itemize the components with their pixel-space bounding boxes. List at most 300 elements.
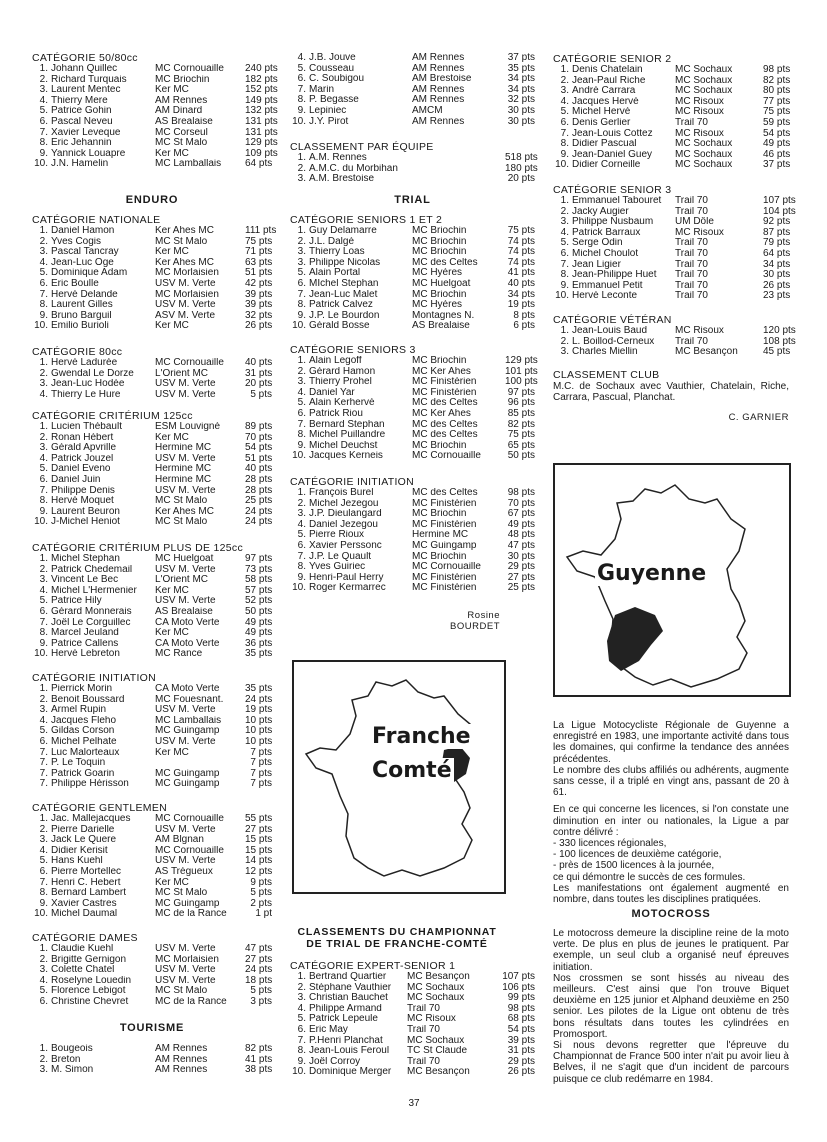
rider-name: Patrick Lepeule: [309, 1014, 378, 1025]
rank: 10.: [34, 158, 48, 170]
results-section: [290, 53, 535, 127]
club-name: MC Sochaux: [675, 149, 733, 160]
guyenne-list-1: - 100 licences de deuxième catégorie,: [553, 849, 722, 861]
result-row: [553, 217, 789, 228]
rank: 3.: [297, 256, 306, 268]
points: 101 pts: [505, 365, 538, 377]
result-row: [290, 376, 538, 388]
result-row: [32, 279, 272, 290]
club-name: AS Brealaise: [155, 116, 213, 127]
points: 28 pts: [245, 473, 273, 485]
club-name: Trail 70: [407, 1024, 440, 1035]
club-name: MC Besançon: [407, 1067, 470, 1078]
result-row: [290, 993, 535, 1004]
rider-name: Laurent Gilles: [51, 300, 113, 311]
points: 45 pts: [763, 346, 791, 358]
result-row: [290, 268, 535, 279]
club-name: AM Rennes: [412, 63, 465, 74]
club-name: [412, 174, 505, 185]
points: 31 pts: [507, 1045, 535, 1057]
guyenne-p2: Le nombre des clubs affiliés ou adhérents, augmente sans cesse, il a triplé en vingt ans, passant de 20 à 61.: [553, 764, 789, 799]
club-name: MC Sochaux: [675, 160, 733, 171]
result-row: [32, 705, 272, 716]
rider-name: Ronan Hébert: [51, 432, 114, 443]
rank: 1.: [39, 225, 48, 236]
result-row: [32, 856, 272, 867]
rank: 3.: [560, 85, 569, 97]
rider-name: Hans Kuehl: [51, 856, 103, 867]
points: 15 pts: [245, 834, 273, 846]
rank: 2.: [39, 1053, 48, 1065]
rank: 8.: [297, 1045, 306, 1057]
rider-name: M. Simon: [51, 1065, 94, 1076]
rank: 10.: [292, 582, 306, 594]
points: 41 pts: [507, 267, 535, 279]
result-row: [32, 321, 272, 332]
result-row: [32, 454, 272, 465]
points: 30 pts: [507, 550, 535, 562]
rank: 3.: [39, 1064, 48, 1076]
rank: 3.: [39, 574, 48, 586]
rider-name: Didier Pascual: [572, 139, 637, 150]
club-name: MC Briochin: [412, 356, 467, 366]
rider-name: Hervé Lebreton: [51, 649, 120, 660]
rank: 10.: [555, 159, 569, 171]
results-section: [290, 141, 538, 185]
club-name: MC Sochaux: [675, 65, 733, 75]
club-name: Ker MC: [155, 585, 189, 596]
rider-name: Bougeois: [51, 1044, 93, 1054]
rank: 5.: [297, 397, 306, 409]
result-row: [290, 1057, 535, 1068]
club-name: Ker Ahes MC: [155, 257, 214, 268]
result-row: [32, 311, 272, 322]
result-row: [32, 126, 278, 139]
points: 39 pts: [245, 288, 273, 300]
rider-name: Philippe Denis: [51, 485, 115, 496]
rank: 4.: [560, 226, 569, 238]
rider-name: Breton: [51, 1054, 81, 1065]
points: 15 pts: [245, 844, 273, 856]
rider-name: Xavier Leveque: [51, 127, 121, 138]
rank: 1.: [297, 152, 306, 163]
results-section: [32, 542, 272, 660]
rank: 3.: [560, 216, 569, 228]
points: 7 pts: [250, 757, 272, 769]
rider-name: Laurent Beuron: [51, 506, 120, 517]
points: 7 pts: [250, 767, 272, 779]
result-row: [290, 117, 535, 128]
rider-name: Patrice Callens: [51, 638, 119, 649]
rider-name: Pierre Mortellec: [51, 866, 122, 877]
rider-name: J.P. Le Bourdon: [309, 310, 380, 321]
rider-name: Jean-Luc Hodée: [51, 379, 125, 390]
rank: 3.: [39, 834, 48, 846]
rank: 10.: [292, 115, 306, 127]
points: 87 pts: [763, 226, 791, 238]
rank: 6.: [297, 407, 306, 419]
rank: 7.: [297, 288, 306, 300]
results-section: [290, 344, 538, 462]
rider-name: Gildas Corson: [51, 726, 115, 737]
rank: 6.: [297, 1023, 306, 1035]
middle-bottom: [290, 950, 535, 1078]
rider-name: Didier Corneille: [572, 160, 641, 171]
rank: 8.: [39, 137, 48, 149]
club-name: AM Rennes: [412, 84, 465, 95]
guyenne-p3: En ce qui concerne les licences, si l'on constate une diminution en inter ou nationales, la Ligue a par contre délivré :: [553, 804, 789, 838]
rider-name: Vincent Le Bec: [51, 575, 119, 586]
result-row: [32, 607, 272, 618]
points: 35 pts: [507, 62, 535, 74]
result-row: [553, 281, 789, 292]
club-name: USV M. Verte: [155, 453, 216, 464]
result-row: [32, 554, 272, 565]
club-name: MC Risoux: [675, 326, 724, 336]
result-row: [32, 649, 272, 660]
results-section: [32, 346, 272, 400]
club-name: MC Risoux: [675, 128, 724, 139]
club-name: Ker MC: [155, 628, 189, 639]
rider-name: Hervé Moquet: [51, 496, 114, 507]
club-name: Trail 70: [675, 270, 708, 281]
result-row: [32, 73, 278, 86]
rider-name: Bernard Lambert: [51, 888, 127, 899]
points: 19 pts: [245, 704, 273, 716]
club-text: M.C. de Sochaux avec Vauthier, Chatelain, Riche, Carrara, Pascual, Planchat.: [553, 381, 789, 404]
points: 92 pts: [763, 216, 791, 228]
rider-name: Patrick Barraux: [572, 227, 641, 238]
points: 27 pts: [245, 823, 273, 835]
rider-name: Philippe Nicolas: [309, 257, 381, 268]
rider-name: Henri C. Hebert: [51, 877, 121, 888]
result-row: [553, 195, 796, 207]
rank: 6.: [297, 277, 306, 289]
club-name: AM Rennes: [155, 1044, 208, 1054]
club-name: Trail 70: [407, 1003, 440, 1014]
rider-name: François Burel: [309, 488, 374, 498]
points: 51 pts: [245, 452, 273, 464]
result-row: [290, 488, 535, 499]
points: 82 pts: [763, 74, 791, 86]
result-row: [32, 888, 272, 899]
rider-name: Marcel Jeuland: [51, 628, 119, 639]
club-name: MC St Malo: [155, 517, 208, 528]
rider-name: Patrick Riou: [309, 408, 363, 419]
points: 38 pts: [245, 1064, 273, 1076]
rank: 2.: [39, 73, 48, 85]
result-row: [290, 106, 535, 117]
rank: 1.: [39, 553, 48, 564]
points: 68 pts: [507, 1013, 535, 1025]
points: 57 pts: [245, 584, 273, 596]
rank: 9.: [39, 147, 48, 159]
result-row: [290, 583, 535, 594]
points: 50 pts: [507, 450, 535, 462]
rider-name: Michel Hervé: [572, 107, 631, 118]
rank: 7.: [39, 746, 48, 758]
points: 48 pts: [507, 529, 535, 541]
club-name: USV M. Verte: [155, 300, 216, 311]
points: 49 pts: [507, 518, 535, 530]
result-row: [290, 562, 535, 573]
rank: 10.: [34, 648, 48, 660]
points: 29 pts: [507, 561, 535, 573]
club-name: MC Briochin: [412, 509, 467, 520]
rank: 1.: [39, 421, 48, 432]
points: 152 pts: [245, 84, 278, 96]
rank: 1.: [39, 1043, 48, 1054]
club-name: MC St Malo: [155, 496, 208, 507]
club-name: AM Rennes: [412, 95, 465, 106]
points: 108 pts: [763, 335, 796, 347]
rider-name: Alain Kerhervé: [309, 398, 375, 409]
rank: 3.: [297, 508, 306, 520]
points: 98 pts: [507, 1002, 535, 1014]
rider-name: Jean-Louis Baud: [572, 326, 648, 336]
rider-name: Michel L'Hermenier: [51, 585, 137, 596]
rank: 4.: [39, 974, 48, 986]
club-name: CA Moto Verte: [155, 684, 220, 694]
rank: 10.: [292, 1066, 306, 1078]
rank: 5.: [39, 725, 48, 737]
rank: 7.: [297, 1034, 306, 1046]
signature-bourdet: Rosine BOURDET: [450, 610, 500, 632]
points: 40 pts: [245, 463, 273, 475]
result-row: [32, 846, 272, 857]
club-name: MC Finistérien: [412, 583, 477, 594]
result-row: [32, 390, 272, 401]
points: 63 pts: [245, 256, 273, 268]
club-name: Trail 70: [675, 248, 708, 259]
section-heading: TRIAL: [394, 194, 431, 206]
result-row: [32, 639, 272, 650]
points: 65 pts: [507, 439, 535, 451]
rider-name: Florence Lebigot: [51, 986, 126, 997]
club-name: MC de la Rance: [155, 909, 227, 920]
rank: 4.: [39, 256, 48, 268]
rank: 7.: [297, 418, 306, 430]
section-heading: TOURISME: [119, 1022, 185, 1034]
points: 67 pts: [507, 508, 535, 520]
result-row: [290, 152, 538, 164]
result-row: [32, 586, 272, 597]
club-name: USV M. Verte: [155, 389, 216, 400]
club-name: MC Sochaux: [675, 75, 733, 86]
points: 73 pts: [245, 563, 273, 575]
result-row: [32, 986, 272, 997]
club-name: MC Sochaux: [407, 1035, 465, 1046]
points: 46 pts: [763, 148, 791, 160]
result-row: [32, 94, 278, 107]
result-row: [290, 1014, 535, 1025]
rider-name: Jean Ligier: [572, 259, 621, 270]
club-name: AM Rennes: [155, 95, 208, 106]
rider-name: J.L. Dalgé: [309, 236, 355, 247]
rider-name: Didier Kerisit: [51, 845, 108, 856]
result-row: [32, 769, 272, 780]
result-row: [290, 441, 535, 452]
points: 70 pts: [507, 497, 535, 509]
club-name: MC Briochin: [155, 74, 210, 85]
club-name: ESM Louvigné: [155, 422, 221, 432]
club-name: USV M. Verte: [155, 856, 216, 867]
points: 20 pts: [245, 378, 273, 390]
rank: 5.: [297, 529, 306, 541]
result-row: [290, 398, 535, 409]
rank: 6.: [39, 735, 48, 747]
club-name: MC Huelgoat: [155, 554, 214, 564]
points: 27 pts: [507, 571, 535, 583]
rider-name: Jean-Philippe Huet: [572, 270, 657, 281]
result-row: [553, 107, 789, 118]
club-name: MC Risoux: [675, 107, 724, 118]
rider-name: Pierre Darielle: [51, 824, 115, 835]
category-title: CATÉGORIE SENIORS 1 ET 2: [290, 214, 443, 226]
result-row: [553, 335, 796, 348]
points: 26 pts: [763, 279, 791, 291]
club-name: ASV M. Verte: [155, 310, 216, 321]
club-name: MC Besançon: [675, 347, 738, 358]
result-row: [290, 247, 535, 258]
results-section: [553, 314, 796, 358]
points: 54 pts: [763, 127, 791, 139]
club-name: [412, 153, 505, 164]
club-name: AS Brealaise: [412, 321, 470, 332]
points: 97 pts: [245, 553, 273, 564]
club-name: MC Ker Ahes: [412, 408, 471, 419]
result-row: [290, 1067, 535, 1078]
points: 52 pts: [245, 595, 273, 607]
club-name: MC des Celtes: [412, 419, 478, 430]
points: 100 pts: [505, 376, 538, 388]
points: 70 pts: [245, 431, 273, 443]
points: 40 pts: [507, 277, 535, 289]
results-section: [32, 802, 272, 920]
result-row: [290, 409, 535, 420]
points: 50 pts: [245, 605, 273, 617]
club-name: MC Briochin: [412, 440, 467, 451]
club-name: MC Corseul: [155, 127, 208, 138]
rider-name: Laurent Mentec: [51, 85, 121, 96]
points: 9 pts: [250, 876, 272, 888]
points: 182 pts: [245, 73, 278, 85]
points: 27 pts: [245, 953, 273, 965]
club-name: MC Huelgoat: [412, 278, 471, 289]
category-title: CLASSEMENT PAR ÉQUIPE: [290, 141, 434, 153]
category-title: CATÉGORIE CRITÉRIUM PLUS DE 125cc: [32, 542, 243, 554]
category-title: CATÉGORIE DAMES: [32, 932, 138, 944]
points: 26 pts: [245, 320, 273, 332]
result-row: [32, 684, 272, 695]
points: 75 pts: [245, 235, 273, 247]
result-row: [290, 174, 535, 185]
points: 98 pts: [763, 64, 791, 75]
results-section: [32, 932, 272, 1008]
result-row: [32, 379, 272, 390]
rider-name: Hervé Leconte: [572, 291, 638, 302]
result-row: [290, 290, 535, 301]
points: 28 pts: [245, 484, 273, 496]
result-row: [290, 972, 535, 983]
club-name: MC Briochin: [412, 236, 467, 247]
club-name: Ker MC: [155, 432, 189, 443]
rank: 2.: [297, 981, 306, 993]
rider-name: André Carrara: [572, 86, 636, 97]
rank: 8.: [297, 299, 306, 311]
points: 24 pts: [245, 516, 273, 528]
rank: 9.: [297, 104, 306, 116]
rank: 9.: [560, 279, 569, 291]
rider-name: Jean-Daniel Guey: [572, 149, 653, 160]
rider-name: Patrick Chedemail: [51, 564, 133, 575]
result-row: [32, 899, 272, 910]
rider-name: L. Boillod-Cerneux: [572, 336, 655, 347]
club-name: MC Cornouaille: [155, 358, 224, 368]
rank: 7.: [560, 258, 569, 270]
category-title: CATÉGORIE SENIOR 2: [553, 53, 672, 65]
club-name: Trail 70: [407, 1056, 440, 1067]
points: 64 pts: [245, 158, 273, 170]
club-name: AM Blgnan: [155, 835, 204, 846]
points: 74 pts: [507, 246, 535, 258]
points: 106 pts: [502, 981, 535, 993]
club-name: MC Finistérien: [412, 519, 477, 530]
club-name: MC Morlaisien: [155, 954, 219, 965]
club-name: MC Briochin: [412, 551, 467, 562]
result-row: [32, 225, 277, 237]
results-section: [32, 214, 277, 332]
result-row: [32, 695, 272, 706]
club-name: TC St Claude: [407, 1046, 468, 1057]
points: 54 pts: [245, 442, 273, 454]
rank: 10.: [555, 290, 569, 302]
rider-name: Denis Chatelain: [572, 65, 643, 75]
rank: 5.: [297, 267, 306, 279]
rank: 10.: [34, 516, 48, 528]
points: 74 pts: [507, 256, 535, 268]
points: 71 pts: [245, 246, 273, 258]
rank: 9.: [39, 505, 48, 517]
points: 129 pts: [245, 137, 278, 149]
points: 518 pts: [505, 152, 538, 163]
points: 107 pts: [763, 195, 796, 206]
section-heading: ENDURO: [125, 194, 179, 206]
club-name: MC Risoux: [407, 1014, 456, 1025]
rider-name: Jac. Mallejacques: [51, 814, 131, 824]
club-name: Ker MC: [155, 877, 189, 888]
rider-name: Joël Corroy: [309, 1056, 361, 1067]
rank: 7.: [39, 757, 48, 769]
points: 180 pts: [505, 162, 538, 174]
result-row: [553, 238, 789, 249]
results-section: [290, 476, 535, 594]
result-row: [290, 573, 535, 584]
club-name: MC Sochaux: [407, 993, 465, 1004]
points: 35 pts: [245, 683, 273, 694]
result-row: [553, 249, 789, 260]
rider-name: Serge Odin: [572, 238, 623, 249]
club-name: UM Dôle: [675, 217, 714, 228]
club-name: MC Lamballais: [155, 715, 222, 726]
club-name: MC Guingamp: [155, 779, 220, 790]
club-name: MC Finistérien: [412, 377, 477, 388]
rank: 3.: [297, 173, 306, 185]
rider-name: Hervé Ladurée: [51, 358, 118, 368]
club-name: MC Guingamp: [155, 768, 220, 779]
points: 3 pts: [250, 995, 272, 1007]
rider-name: Guy Delamarre: [309, 226, 377, 236]
